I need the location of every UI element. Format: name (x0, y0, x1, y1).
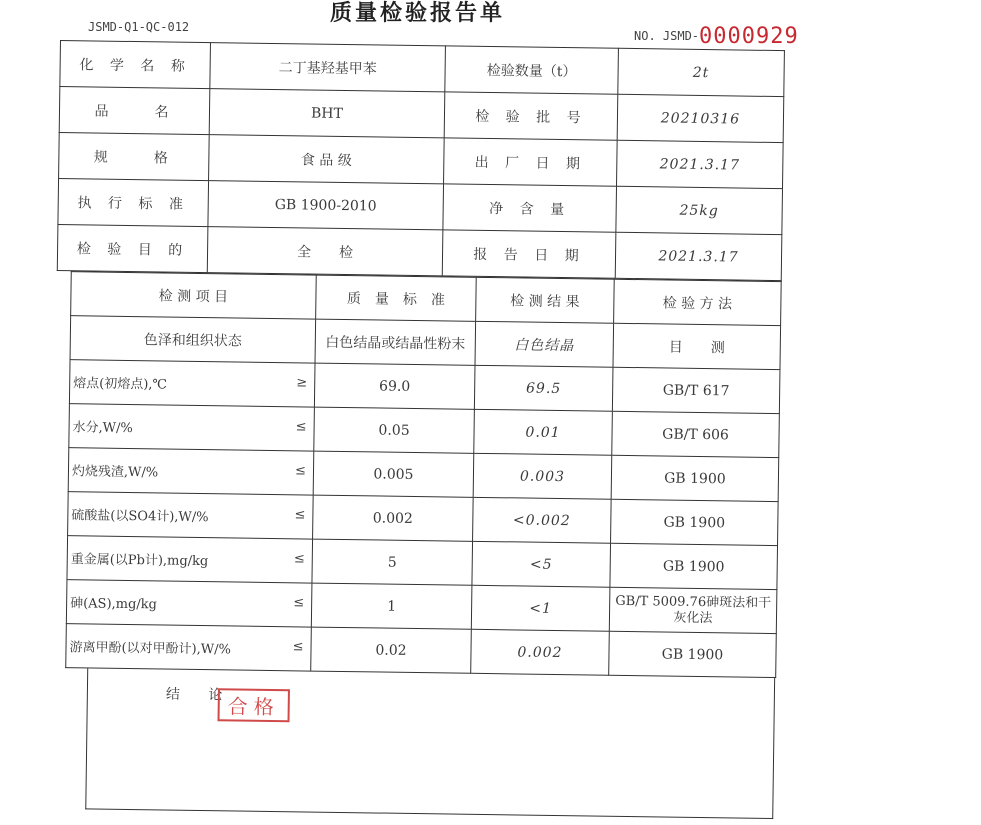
test-standard: 0.05 (314, 407, 475, 453)
report-number (634, 24, 799, 49)
test-standard: 0.005 (313, 451, 474, 497)
product-label: 品 名 (59, 87, 210, 135)
report-sheet (49, 40, 784, 825)
test-method: 目 测 (613, 323, 781, 369)
test-result: 69.5 (474, 365, 613, 411)
test-item: 重金属(以Pb计),mg/kg (70, 552, 209, 570)
col-result-header: 检 测 结 果 (476, 277, 615, 323)
spec-value: 食 品 级 (209, 135, 445, 184)
test-item-cell (66, 624, 312, 671)
qty-label: 检验数量（t） (445, 46, 619, 94)
report-number-value: 0000929 (699, 24, 799, 49)
net-value: 25kg (616, 186, 783, 234)
test-item-cell (69, 360, 315, 407)
test-item-cell (68, 448, 314, 495)
conclusion-section (85, 668, 775, 819)
test-item: 熔点(初熔点),℃ (73, 376, 168, 393)
test-result: 0.003 (473, 453, 612, 499)
chem-name-label: 化 学 名 称 (60, 41, 211, 89)
test-standard: 5 (312, 539, 473, 585)
ship-date-value: 2021.3.17 (617, 140, 784, 188)
report-number-prefix: NO. JSMD- (634, 29, 700, 43)
report-title: 质量检验报告单 (330, 0, 506, 26)
report-date-label: 报 告 日 期 (442, 230, 616, 278)
test-item-cell (69, 404, 315, 451)
qty-value: 2t (618, 48, 785, 96)
test-standard: 1 (311, 583, 472, 629)
test-operator: ≤ (294, 463, 307, 479)
test-method: GB/T 5009.76砷斑法和干灰化法 (609, 587, 777, 633)
chem-name-value: 二丁基羟基甲苯 (210, 43, 446, 92)
test-method: GB 1900 (610, 543, 778, 589)
ship-date-label: 出 厂 日 期 (444, 138, 618, 186)
standard-label: 执 行 标 准 (58, 178, 209, 226)
test-item: 砷(AS),mg/kg (70, 596, 158, 613)
test-result: <1 (471, 585, 610, 631)
col-standard-header: 质 量 标 准 (316, 275, 477, 321)
test-standard: 0.002 (313, 495, 474, 541)
test-operator: ≤ (295, 419, 307, 435)
test-item: 硫酸盐(以SO4计),W/% (71, 508, 209, 526)
report-date-value: 2021.3.17 (615, 232, 782, 280)
test-item: 灼烧残渣,W/% (71, 464, 159, 481)
qualified-stamp: 合格 (218, 688, 290, 722)
batch-label: 检 验 批 号 (444, 92, 618, 140)
batch-value: 20210316 (617, 94, 784, 142)
test-table (65, 271, 781, 678)
test-standard: 0.02 (311, 627, 472, 673)
test-method: GB/T 617 (612, 367, 780, 413)
test-item-cell (67, 536, 313, 583)
test-operator: ≤ (292, 639, 304, 655)
test-method: GB 1900 (611, 455, 779, 501)
purpose-value: 全 检 (207, 227, 443, 276)
net-label: 净 含 量 (443, 184, 617, 232)
spec-label: 规 格 (59, 132, 210, 180)
test-result: 0.002 (471, 629, 610, 675)
test-standard: 白色结晶或结晶性粉末 (315, 319, 476, 365)
test-item: 色泽和组织状态 (70, 316, 316, 363)
test-item-cell (68, 492, 314, 539)
test-method: GB 1900 (609, 631, 777, 677)
test-standard: 69.0 (314, 363, 475, 409)
test-item: 水分,W/% (72, 420, 133, 437)
info-table (57, 40, 785, 281)
test-operator: ≥ (296, 375, 308, 391)
purpose-label: 检 验 目 的 (57, 224, 208, 272)
col-item-header: 检 测 项 目 (71, 272, 317, 319)
test-result: <5 (472, 541, 611, 587)
test-method: GB/T 606 (612, 411, 780, 457)
test-item-cell (66, 580, 312, 627)
test-result: 白色结晶 (475, 321, 614, 367)
standard-value: GB 1900-2010 (208, 181, 444, 230)
col-method-header: 检 验 方 法 (614, 279, 782, 325)
test-result: <0.002 (473, 497, 612, 543)
test-operator: ≤ (293, 551, 305, 567)
test-item: 游离甲酚(以对甲酚计),W/% (69, 640, 231, 658)
test-method: GB 1900 (611, 499, 779, 545)
conclusion-label: 结 论 (165, 686, 235, 704)
product-value: BHT (209, 89, 445, 138)
test-result: 0.01 (474, 409, 613, 455)
test-operator: ≤ (293, 595, 305, 611)
document-code: JSMD-Q1-QC-012 (88, 20, 190, 34)
test-operator: ≤ (294, 507, 306, 523)
